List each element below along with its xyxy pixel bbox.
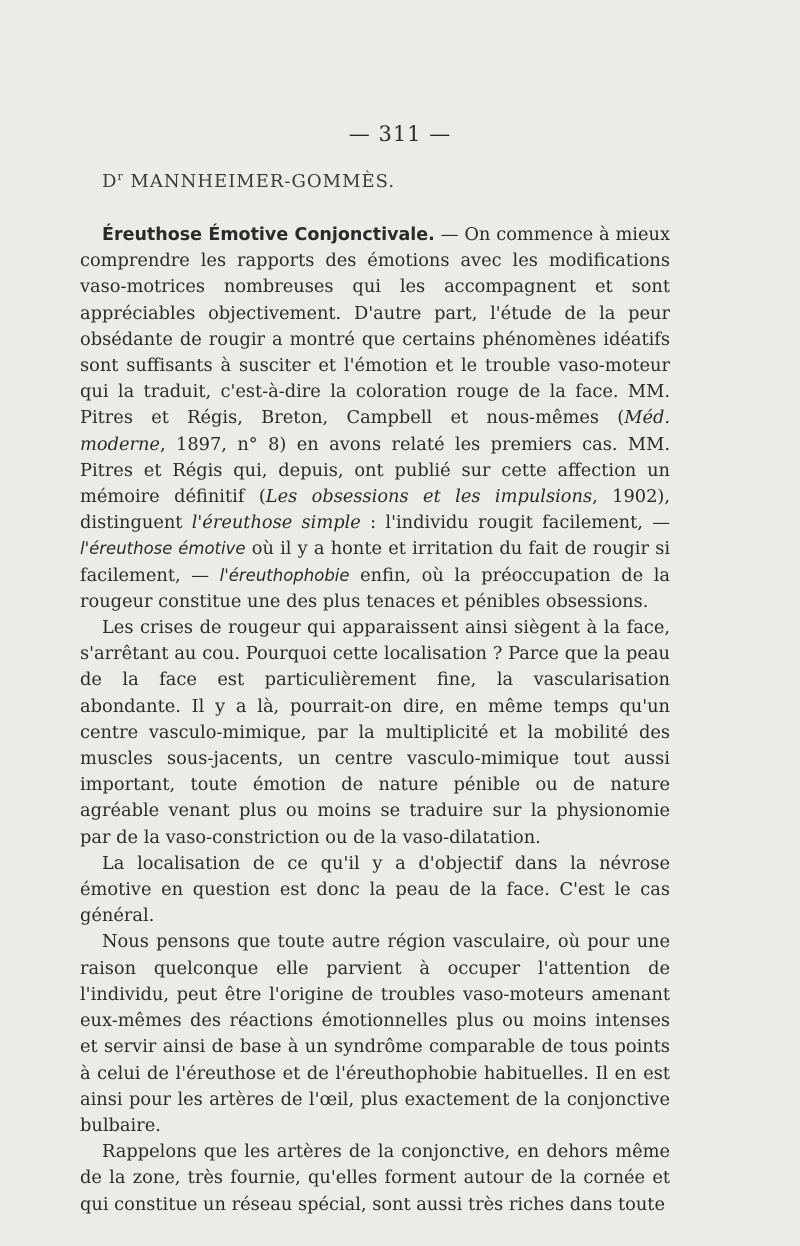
author-prefix: D (102, 171, 118, 192)
paragraph-4: Nous pensons que toute autre région vasculaire, où pour une raison quelconque elle parvient à occuper l'attention de l'individu, peut être l'origine de troubles vaso-moteurs amenant eux-mêmes des réactions émotionnelles plus ou moins intenses et servir ainsi de base à un syndrôme comparable de tous points à celui de l'éreuthose et de l'éreuthophobie habituelles. Il en est ainsi pour les artères de l'œil, plus exactement de la conjonctive bulbaire. (80, 931, 670, 1136)
reference-book: Les obsessions et les impulsions (265, 486, 593, 508)
author-line (102, 170, 395, 192)
paragraph-2: Les crises de rougeur qui apparaissent ainsi siègent à la face, s'arrêtant au cou. Pourquoi cette localisation ? Parce que la peau de la face est particulièrement fine, la vascularisation abondante. Il y a là, pourrait-on dire, en même temps qu'un centre vasculo-mimique, par la multiplicité et la mobilité des muscles sous-jacents, un centre vasculo-mimique tout aussi important, toute émotion de nature pénible ou de nature agréable venant plus ou moins se traduire sur la physionomie par de la vaso-constriction ou de la vaso-dilatation. (80, 617, 670, 848)
page-number: — 311 — (348, 122, 452, 146)
term-ereuthose-emotive: l'éreuthose émotive (80, 539, 246, 559)
author-prefix-sup: r (117, 170, 124, 183)
paragraph-3: La localisation de ce qu'il y a d'objectif dans la névrose émotive en question est donc la peau de la face. C'est le cas général. (80, 852, 670, 927)
author-name: MANNHEIMER-GOMMÈS. (123, 171, 396, 192)
p1-text-d: : l'individu rougit facilement, — (360, 512, 670, 534)
article-body (80, 222, 670, 1218)
paragraph-1 (80, 222, 670, 615)
p1-text-f: enfin, où la préoccupation de la rougeur constitue une des plus tenaces et pénibles obsessions. (80, 564, 670, 612)
reference-journal: Méd. moderne (80, 407, 670, 455)
p1-text-e: où il y a honte et irritation du fait de rougir si facilement, — (80, 538, 671, 586)
article-title: Éreuthose Émotive Conjonctivale. (102, 225, 435, 245)
p1-text-b: , 1897, n° 8) en avons relaté les premiers cas. MM. Pitres et Régis qui, depuis, ont publié sur cette affection un mémoire définitif ( (80, 433, 670, 508)
p1-text-c: , 1902), distinguent (80, 486, 671, 534)
term-ereuthose-simple: l'éreuthose simple (191, 512, 361, 534)
term-ereuthophobie: l'éreuthophobie (219, 565, 350, 585)
paragraph-5: Rappelons que les artères de la conjonctive, en dehors même de la zone, très fournie, qu'elles forment autour de la cornée et qui constitue un réseau spécial, sont aussi très riches dans toute (80, 1141, 670, 1215)
p1-text-a: — On commence à mieux comprendre les rapports des émotions avec les modifications vaso-motrices nombreuses qui les accompagnent et sont appréciables objectivement. D'autre part, l'étude de la peur obsédante de rougir a montré que certains phénomènes idéatifs sont suffisants à susciter et l'émotion et le trouble vaso-moteur qui la traduit, c'est-à-dire la coloration rouge de la face. MM. Pitres et Régis, Breton, Campbell et nous-mêmes ( (80, 224, 670, 429)
